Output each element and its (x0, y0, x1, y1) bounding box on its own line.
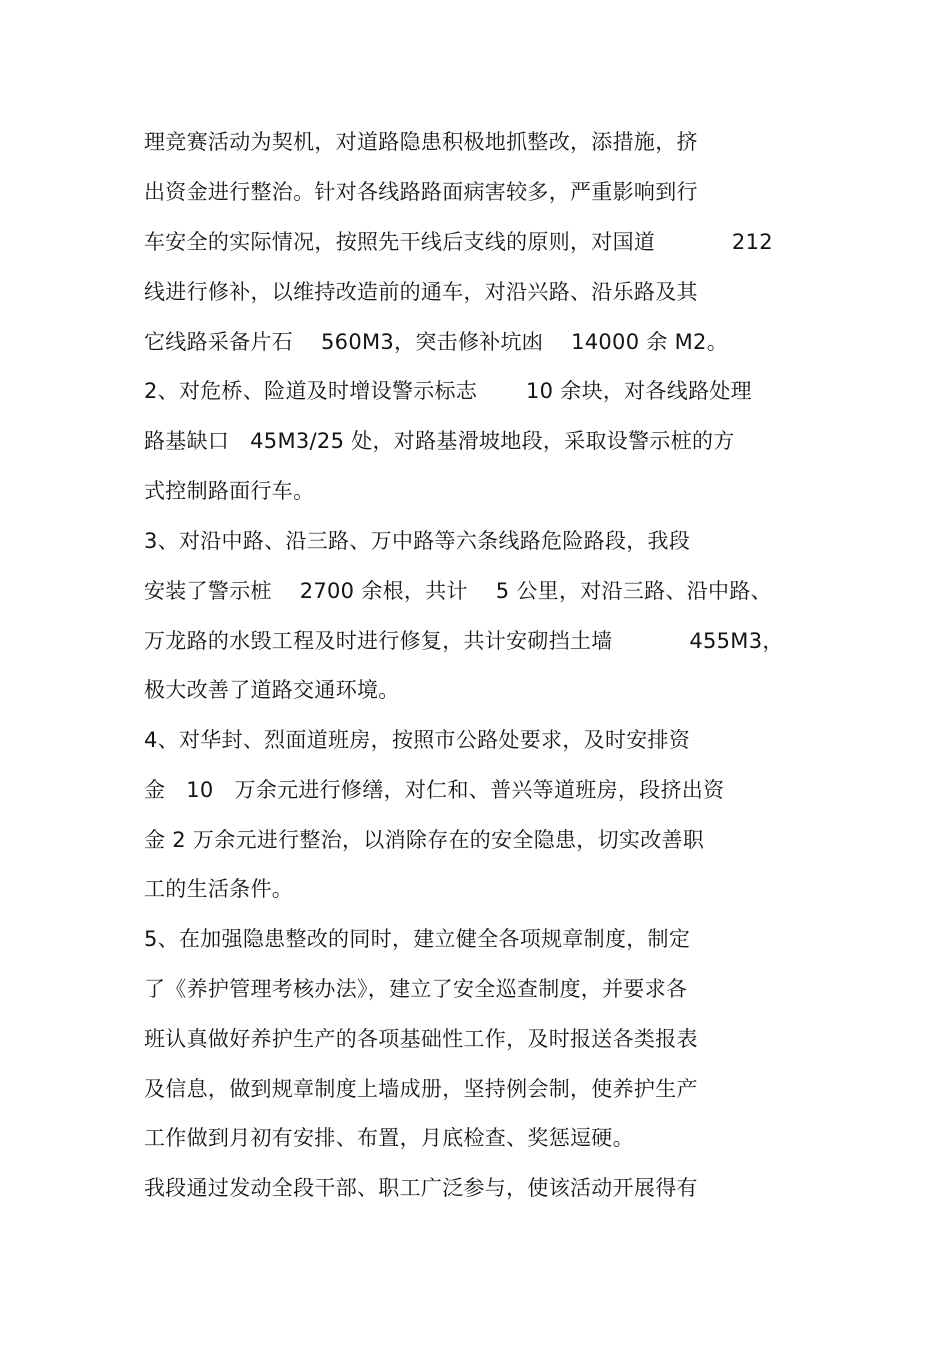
text-line: 理竞赛活动为契机，对道路隐患积极地抓整改，添措施，挤 (144, 130, 698, 154)
text-line: 了《养护管理考核办法》，建立了安全巡查制度，并要求各 (144, 977, 688, 1001)
text-line: 及信息，做到规章制度上墙成册，坚持例会制，使养护生产 (144, 1077, 698, 1101)
text-line: 我段通过发动全段干部、职工广泛参与，使该活动开展得有 (144, 1176, 698, 1200)
text-line: 5、在加强隐患整改的同时，建立健全各项规章制度，制定 (144, 927, 691, 951)
text-line: 工的生活条件。 (144, 877, 294, 901)
text-line: 它线路采备片石 560M3，突击修补坑凼 14000 余 M2。 (144, 330, 728, 354)
text-line: 2、对危桥、险道及时增设警示标志 10 余块，对各线路处理 (144, 379, 752, 403)
text-line: 万龙路的水毁工程及时进行修复，共计安砌挡土墙 455M3， (144, 629, 784, 653)
text-line: 车安全的实际情况，按照先干线后支线的原则，对国道 212 (144, 230, 773, 254)
text-line: 3、对沿中路、沿三路、万中路等六条线路危险路段，我段 (144, 529, 691, 553)
text-line: 线进行修补，以维持改造前的通车，对沿兴路、沿乐路及其 (144, 280, 698, 304)
text-line: 班认真做好养护生产的各项基础性工作，及时报送各类报表 (144, 1027, 698, 1051)
text-line: 金 2 万余元进行整治，以消除存在的安全隐患，切实改善职 (144, 828, 705, 852)
text-line: 路基缺口 45M3/25 处，对路基滑坡地段，采取设警示桩的方 (144, 429, 735, 453)
text-line: 极大改善了道路交通环境。 (144, 678, 400, 702)
text-line: 工作做到月初有安排、布置，月底检查、奖惩逗硬。 (144, 1126, 634, 1150)
text-line: 出资金进行整治。针对各线路路面病害较多，严重影响到行 (144, 180, 698, 204)
text-line: 安装了警示桩 2700 余根，共计 5 公里，对沿三路、沿中路、 (144, 579, 772, 603)
text-line: 金 10 万余元进行修缮，对仁和、普兴等道班房，段挤出资 (144, 778, 725, 802)
text-line: 式控制路面行车。 (144, 479, 315, 503)
text-line: 4、对华封、烈面道班房，按照市公路处要求，及时安排资 (144, 728, 691, 752)
